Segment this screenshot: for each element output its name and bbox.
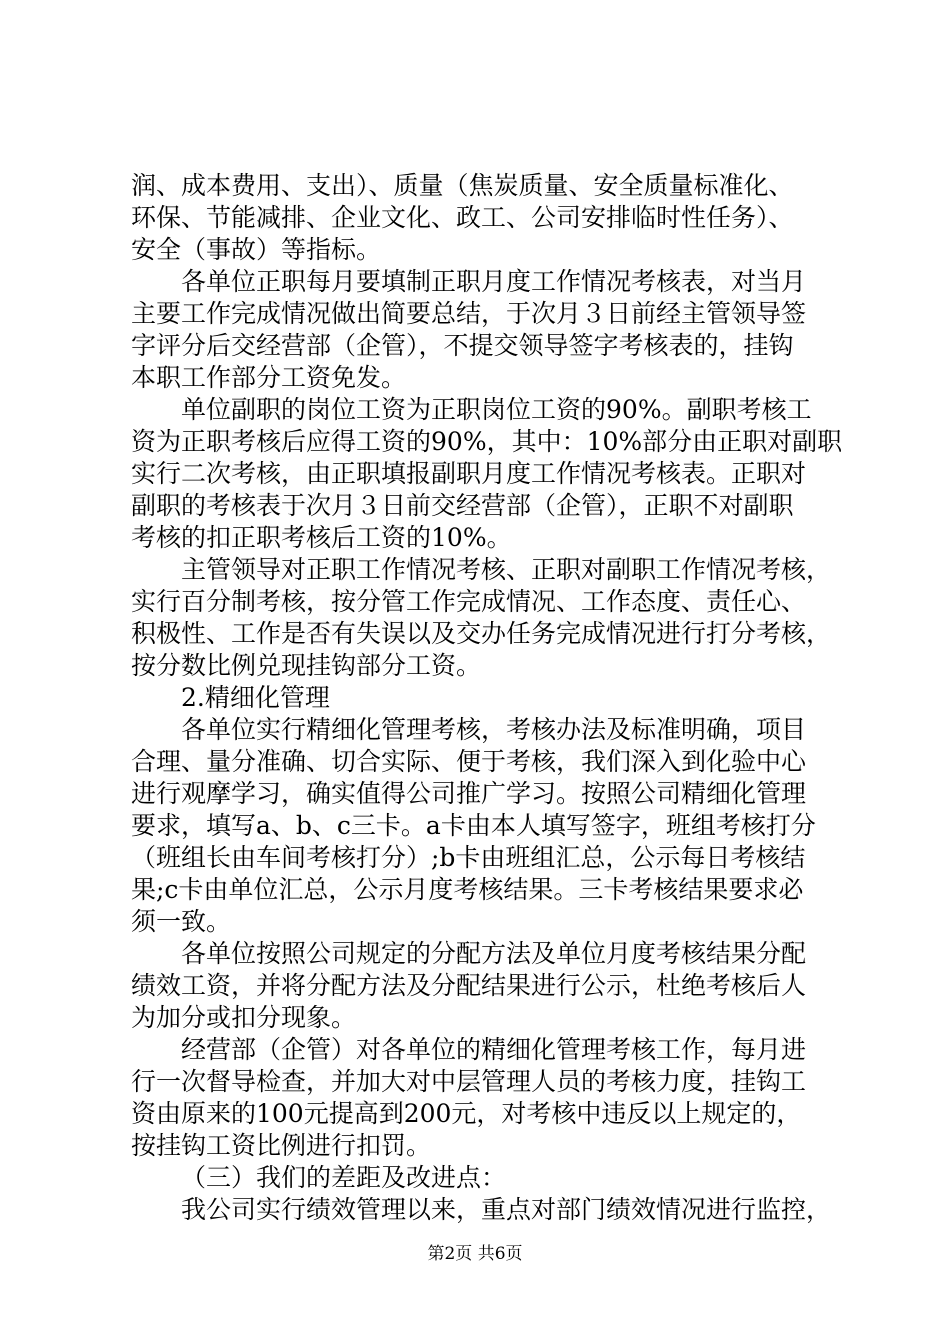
document-body bbox=[131, 170, 843, 1226]
text-line: 主要工作完成情况做出简要总结，于次月３日前经主管领导签 bbox=[131, 299, 807, 328]
text-line: 按分数比例兑现挂钩部分工资。 bbox=[131, 651, 482, 680]
text-line: 积极性、工作是否有失误以及交办任务完成情况进行打分考核， bbox=[131, 619, 832, 648]
text-line: 各单位正职每月要填制正职月度工作情况考核表，对当月 bbox=[181, 267, 807, 296]
text-line: 主管领导对正职工作情况考核、正职对副职工作情况考核， bbox=[181, 555, 832, 584]
text-line: 实行二次考核，由正职填报副职月度工作情况考核表。正职对 bbox=[131, 459, 807, 488]
text-line: 各单位实行精细化管理考核，考核办法及标准明确，项目 bbox=[181, 715, 807, 744]
text-line: 2.精细化管理 bbox=[181, 683, 330, 712]
text-line: 环保、节能减排、企业文化、政工、公司安排临时性任务）、 bbox=[131, 203, 794, 232]
text-line: （班组长由车间考核打分）;b卡由班组汇总，公示每日考核结 bbox=[131, 843, 806, 872]
text-line: 副职的考核表于次月３日前交经营部（企管），正职不对副职 bbox=[131, 491, 794, 520]
text-line: 资为正职考核后应得工资的90%，其中：10%部分由正职对副职 bbox=[131, 427, 843, 456]
text-line: 进行观摩学习，确实值得公司推广学习。按照公司精细化管理 bbox=[131, 779, 807, 808]
text-line: 资由原来的100元提高到200元，对考核中违反以上规定的， bbox=[131, 1099, 802, 1128]
text-line: （三）我们的差距及改进点： bbox=[181, 1163, 507, 1192]
text-line: 润、成本费用、支出）、质量（焦炭质量、安全质量标准化、 bbox=[131, 171, 794, 200]
text-line: 本职工作部分工资免发。 bbox=[131, 363, 407, 392]
text-line: 行一次督导检查，并加大对中层管理人员的考核力度，挂钩工 bbox=[131, 1067, 807, 1096]
text-line: 安全（事故）等指标。 bbox=[131, 235, 382, 264]
text-line: 合理、量分准确、切合实际、便于考核，我们深入到化验中心 bbox=[131, 747, 807, 776]
text-line: 实行百分制考核，按分管工作完成情况、工作态度、责任心、 bbox=[131, 587, 807, 616]
text-line: 考核的扣正职考核后工资的10%。 bbox=[131, 523, 512, 552]
text-line: 按挂钩工资比例进行扣罚。 bbox=[131, 1131, 432, 1160]
text-line: 为加分或扣分现象。 bbox=[131, 1003, 357, 1032]
text-line: 要求，填写a、b、c三卡。a卡由本人填写签字，班组考核打分 bbox=[131, 811, 816, 840]
text-line: 绩效工资，并将分配方法及分配结果进行公示，杜绝考核后人 bbox=[131, 971, 807, 1000]
text-line: 各单位按照公司规定的分配方法及单位月度考核结果分配 bbox=[181, 939, 807, 968]
page-footer: 第2页 共6页 bbox=[427, 1244, 523, 1264]
text-line: 字评分后交经营部（企管），不提交领导签字考核表的，挂钩 bbox=[131, 331, 794, 360]
text-line: 我公司实行绩效管理以来，重点对部门绩效情况进行监控， bbox=[181, 1195, 832, 1224]
text-line: 果;c卡由单位汇总，公示月度考核结果。三卡考核结果要求必 bbox=[131, 875, 804, 904]
text-line: 经营部（企管）对各单位的精细化管理考核工作，每月进 bbox=[181, 1035, 807, 1064]
text-line: 须一致。 bbox=[131, 907, 232, 936]
text-line: 单位副职的岗位工资为正职岗位工资的90%。副职考核工 bbox=[181, 395, 812, 424]
